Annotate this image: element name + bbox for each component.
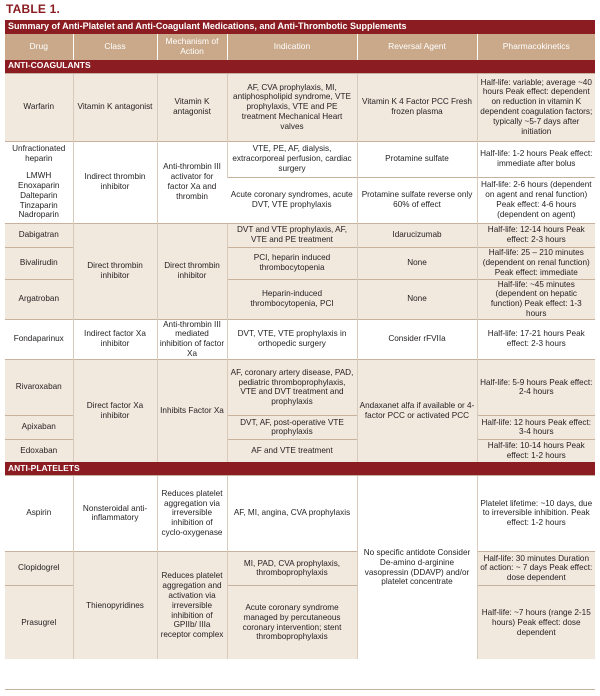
class-cell: Thienopyridines [73,551,157,659]
section-anticoagulants [5,60,595,73]
indication-cell: AF, MI, angina, CVA prophylaxis [227,475,357,551]
indication-cell: AF and VTE treatment [227,439,357,462]
section-antiplatelets [5,462,595,475]
pk-cell: Platelet lifetime: ~10 days, due to irreversible inhibition. Peak effect: 1-2 hours [477,475,595,551]
pk-cell: Half-life: 30 minutes Duration of action: ~ 7 days Peak effect: dose dependent [477,551,595,585]
reversal-cell: Protamine sulfate [357,141,477,177]
table-row [5,141,595,177]
pk-cell: Half-life: 5-9 hours Peak effect: 2-4 hours [477,359,595,415]
drug-cell: Bivalirudin [5,247,73,279]
header-mechanism: Mechanism of Action [157,34,227,60]
pk-cell: Half-life: 12 hours Peak effect: 3-4 hours [477,415,595,439]
class-cell: Vitamin K antagonist [73,73,157,141]
drug-cell: Edoxaban [5,439,73,462]
indication-cell: DVT, VTE, VTE prophylaxis in orthopedic surgery [227,319,357,359]
header-class: Class [73,34,157,60]
section-label: ANTI-COAGULANTS [5,60,595,73]
indication-cell: PCI, heparin induced thrombocytopenia [227,247,357,279]
drug-cell: Prasugrel [5,585,73,659]
reversal-cell: No specific antidote Consider De-amino d-arginine vasopressin (DDAVP) and/or platelet concentrate [357,475,477,659]
drug-cell: Apixaban [5,415,73,439]
table-row [5,475,595,551]
mechanism-cell: Reduces platelet aggregation and activation via irreversible inhibition of GPIIb/ IIIa receptor complex [157,551,227,659]
class-cell: Direct factor Xa inhibitor [73,359,157,462]
mechanism-cell: Direct thrombin inhibitor [157,223,227,319]
reversal-cell: Protamine sulfate reverse only 60% of effect [357,177,477,223]
drug-cell: Argatroban [5,279,73,319]
medication-table [5,20,595,659]
reversal-cell: None [357,279,477,319]
pk-cell: Half-life: ~45 minutes (dependent on hepatic function) Peak effect: 1-3 hours [477,279,595,319]
indication-cell: Heparin-induced thrombocytopenia, PCI [227,279,357,319]
class-cell: Indirect factor Xa inhibitor [73,319,157,359]
reversal-cell: Vitamin K 4 Factor PCC Fresh frozen plasma [357,73,477,141]
pk-cell: Half-life: 25 – 210 minutes (dependent on renal function) Peak effect: immediate [477,247,595,279]
indication-cell: VTE, PE, AF, dialysis, extracorporeal perfusion, cardiac surgery [227,141,357,177]
class-cell: Direct thrombin inhibitor [73,223,157,319]
drug-cell: Dabigatran [5,223,73,247]
section-label: ANTI-PLATELETS [5,462,595,475]
class-cell: Indirect thrombin inhibitor [73,141,157,223]
indication-cell: DVT, AF, post-operative VTE prophylaxis [227,415,357,439]
header-row [5,34,595,60]
mechanism-cell: Vitamin K antagonist [157,73,227,141]
pk-cell: Half-life: 1-2 hours Peak effect: immediate after bolus [477,141,595,177]
table-title: Summary of Anti-Platelet and Anti-Coagulant Medications, and Anti-Thrombotic Supplements [5,20,595,34]
indication-cell: AF, coronary artery disease, PAD, pediatric thromboprophylaxis, VTE and DVT treatment and prophylaxis [227,359,357,415]
drug-ufh: Unfractionated heparin [12,143,66,163]
class-cell: Nonsteroidal anti-inflammatory [73,475,157,551]
table-row [5,551,595,585]
pk-cell: Half-life: 2-6 hours (dependent on agent and renal function) Peak effect: 4-6 hours (dependent on agent) [477,177,595,223]
reversal-cell: Andaxanet alfa if available or 4-factor PCC or activated PCC [357,359,477,462]
header-reversal: Reversal Agent [357,34,477,60]
drug-cell: Clopidogrel [5,551,73,585]
reversal-cell: Consider rFVIIa [357,319,477,359]
indication-cell: Acute coronary syndromes, acute DVT, VTE prophylaxis [227,177,357,223]
drug-cell: Aspirin [5,475,73,551]
reversal-cell: None [357,247,477,279]
table-bottom-rule [5,689,595,690]
reversal-cell: Idarucizumab [357,223,477,247]
table-row [5,73,595,141]
pk-cell: Half-life: 10-14 hours Peak effect: 1-2 hours [477,439,595,462]
indication-cell: DVT and VTE prophylaxis, AF, VTE and PE treatment [227,223,357,247]
header-drug: Drug [5,34,73,60]
drug-cell: Fondaparinux [5,319,73,359]
header-pharmacokinetics: Pharmacokinetics [477,34,595,60]
table-row [5,223,595,247]
drug-cell: Rivaroxaban [5,359,73,415]
mechanism-cell: Anti-thrombin III activator for factor Xa and thrombin [157,141,227,223]
drug-cell [5,141,73,223]
pk-cell: Half-life: 12-14 hours Peak effect: 2-3 hours [477,223,595,247]
header-indication: Indication [227,34,357,60]
indication-cell: MI, PAD, CVA prophylaxis, thromboprophylaxis [227,551,357,585]
drug-cell: Warfarin [5,73,73,141]
table-row [5,319,595,359]
table-label: TABLE 1. [6,2,61,16]
mechanism-cell: Reduces platelet aggregation via irreversible inhibition of cyclo-oxygenase [157,475,227,551]
table-row [5,359,595,415]
indication-cell: Acute coronary syndrome managed by percutaneous coronary intervention; stent thromboprophylaxis [227,585,357,659]
table-title-row [5,20,595,34]
pk-cell: Half-life: ~7 hours (range 2-15 hours) Peak effect: dose dependent [477,585,595,659]
pk-cell: Half-life: 17-21 hours Peak effect: 2-3 hours [477,319,595,359]
mechanism-cell: Inhibits Factor Xa [157,359,227,462]
pk-cell: Half-life: variable; average ~40 hours Peak effect: dependent on reduction in vitamin K dependent coagulation factors; typically ~5-7 days after initiation [477,73,595,141]
mechanism-cell: Anti-thrombin III mediated inhibition of factor Xa [157,319,227,359]
indication-cell: AF, CVA prophylaxis, MI, antiphospholipid syndrome, VTE prophylaxis, VTE and PE treatment Mechanical Heart valves [227,73,357,141]
drug-lmwh: LMWH Enoxaparin Dalteparin Tinzaparin Nadroparin [18,171,60,220]
